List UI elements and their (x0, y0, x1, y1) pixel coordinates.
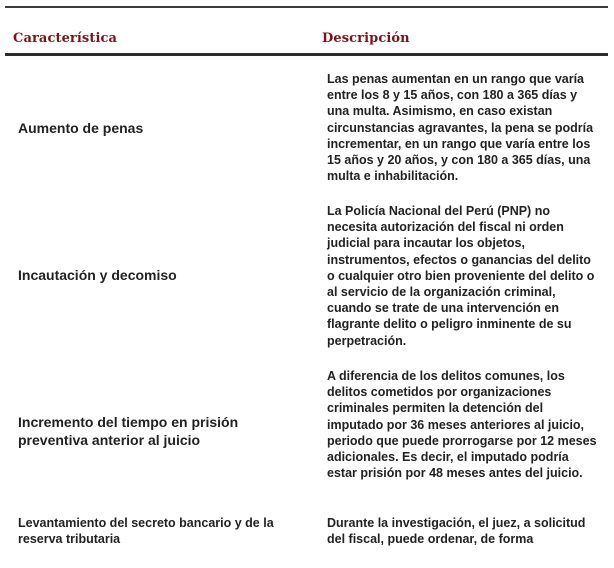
features-table (5, 6, 608, 56)
feature-cell: Aumento de penas (18, 120, 144, 136)
description-cell: Durante la investigación, el juez, a solicitud del fiscal, puede ordenar, de forma (327, 516, 586, 547)
description-cell: La Policía Nacional del Perú (PNP) no necesita autorización del fiscal ni orden judicial para incautar los objetos, instrumentos, efectos o ganancias del delito o cualquier otro bien proveniente del delito o al servicio de la organización criminal, cuando se trate de una intervención en flagrante delito o peligro inminente de su perpetración. (327, 204, 595, 348)
table-header (5, 8, 608, 53)
header-caracteristica: Característica (13, 31, 118, 46)
header-rule (5, 53, 608, 56)
description-cell: A diferencia de los delitos comunes, los delitos cometidos por organizaciones criminales permiten la detención del imputado por 36 meses anteriores al juicio, periodo que puede prorrogarse por 12 meses adicionales. Es decir, el imputado podría estar prisión por 48 meses antes del juicio. (327, 369, 597, 481)
table-row (0, 70, 603, 190)
table-row (0, 368, 603, 498)
table-row (0, 515, 603, 565)
header-descripcion: Descripción (322, 31, 410, 46)
feature-cell: Incremento del tiempo en prisión preventiva anterior al juicio (18, 414, 239, 448)
description-cell: Las penas aumentan en un rango que varía entre los 8 y 15 años, con 180 a 365 días y una multa. Asimismo, en caso existan circunstancias agravantes, la pena se podría incrementar, en un rango que varía entre los 15 años y 20 años, y con 180 a 365 días, una multa e inhabilitación. (327, 72, 594, 184)
feature-cell: Levantamiento del secreto bancario y de la reserva tributaria (18, 516, 274, 546)
feature-cell: Incautación y decomiso (18, 267, 177, 283)
table-row (0, 203, 603, 348)
